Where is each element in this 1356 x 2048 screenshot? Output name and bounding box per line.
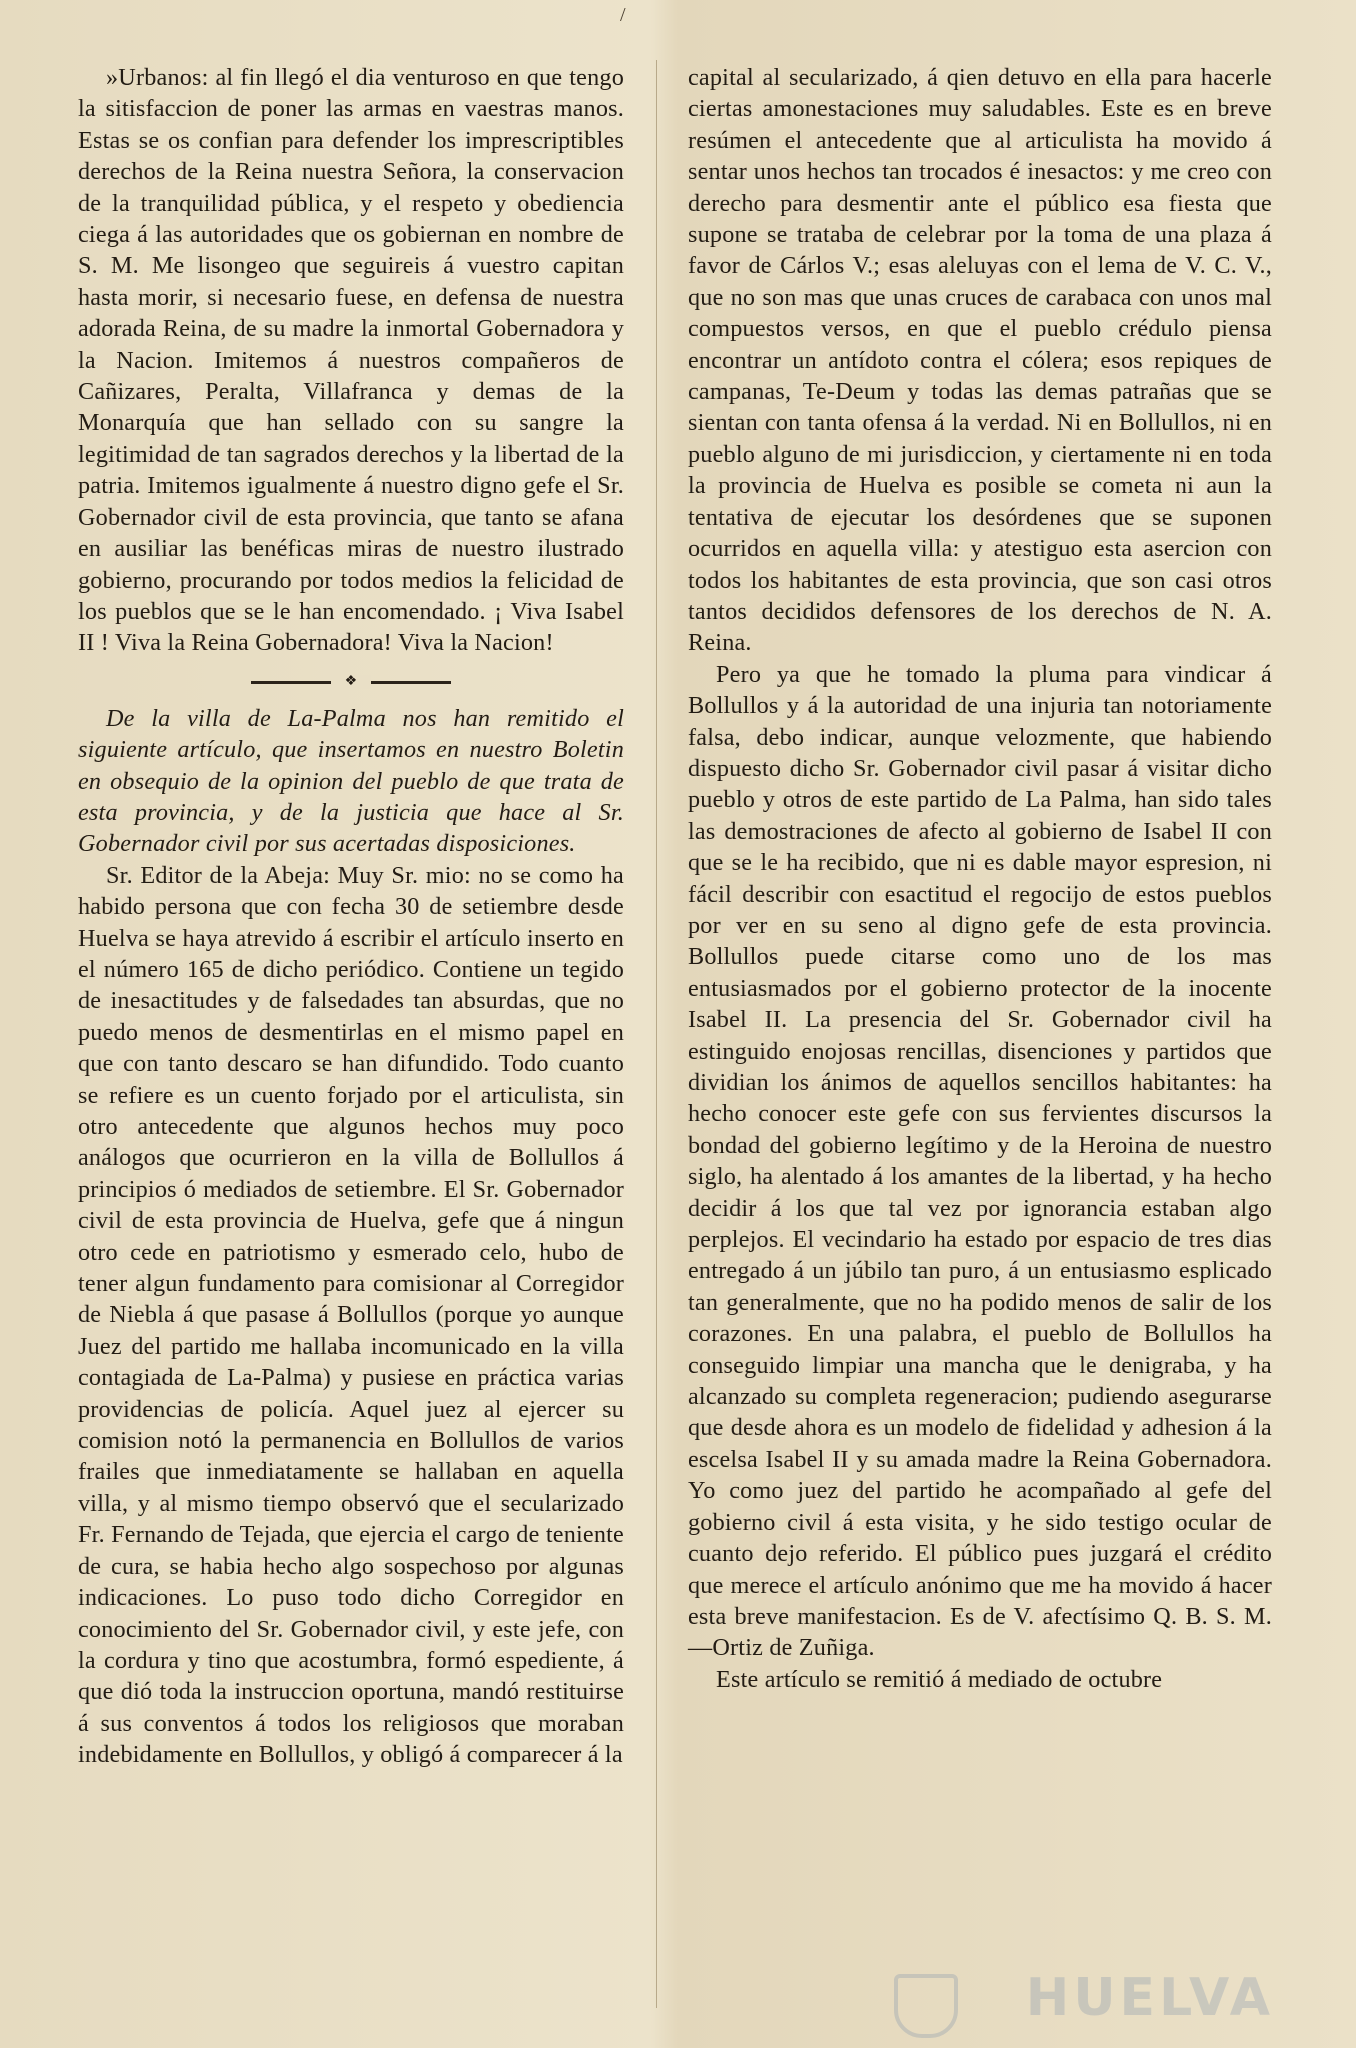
column-rule [656,60,657,2008]
archive-watermark [894,1968,1274,2038]
letter-paragraph-1: Sr. Editor de la Abeja: Muy Sr. mio: no se como ha habido persona que con fecha 30 de setiembre desde Huelva se haya atrevido á escribir el artículo inserto en el número 165 de dicho periódico. Contiene un tegido de inesactitudes y de falsedades tan absurdas, que no puedo menos de desmentirlas en el mismo papel en que con tanto descaro se han difundido. Todo cuanto se refiere es un cuento forjado por el articulista, sin otro antecedente que algunos hechos muy poco análogos que ocurrieron en la villa de Bollullos á principios ó mediados de setiembre. El Sr. Gobernador civil de esta provincia de Huelva, gefe que á ningun otro cede en patriotismo y esmerado celo, hubo de tener algun fundamento para comisionar al Corregidor de Niebla á que pasase á Bollullos (porque yo aunque Juez del partido me hallaba incomunicado en la villa contagiada de La-Palma) y pusiese en práctica varias providencias de policía. Aquel juez al ejercer su comision notó la permanencia en Bollullos de varios frailes que inmediatamente se hallaban en aquella villa, y al mismo tiempo observó que el secularizado Fr. Fernando de Tejada, que ejercia el cargo de teniente de cura, se habia hecho algo sospechoso por algunas indicaciones. Lo puso todo dicho Corregidor en conocimiento del Sr. Gobernador civil, y este jefe, con la cordura y tino que acostumbra, formó espediente, á que dió toda la instruccion oportuna, mandó restituirse á sus conventos á todos los religiosos que moraban indebidamente en Bollullos, y obligó á comparecer á la [78,861,624,1769]
section-divider [251,673,451,691]
left-column [78,62,624,2018]
proclamation-paragraph: »Urbanos: al fin llegó el dia venturoso en que tengo la sitisfaccion de poner las armas en vaestras manos. Estas se os confian para defender los imprescriptibles derechos de la Reina nuestra Señora, la conservacion de la tranquilidad pública, y el respeto y obediencia ciega á las autoridades que os gobiernan en nombre de S. M. Me lisongeo que seguireis á vuestro capitan hasta morir, si necesario fuese, en defensa de nuestra adorada Reina, de su madre la inmortal Gobernadora y la Nacion. Imitemos á nuestros compañeros de Cañizares, Peralta, Villafranca y demas de la Monarquía que han sellado con su sangre la legitimidad de tan sagrados derechos y la libertad de la patria. Imitemos igualmente á nuestro digno gefe el Sr. Gobernador civil de esta provincia, que tanto se afana en ausiliar las benéficas miras de nuestro ilustrado gobierno, procurando por todos medios la felicidad de los pueblos que se le han encomendado. ¡ Viva Isabel II ! Viva la Reina Gobernadora! Viva la Nacion! [78,64,624,657]
letter-paragraph-3: Pero ya que he tomado la pluma para vindicar á Bollullos y á la autoridad de una injuria tan notoriamente falsa, debo indicar, aunque velozmente, que habiendo dispuesto dicho Sr. Gobernador civil pasar á visitar dicho pueblo y otros de este partido de La Palma, han sido tales las demostraciones de afecto al gobierno de Isabel II con que se le ha recibido, que ni es dable mayor espresion, ni fácil describir con esactitud el regocijo de estos pueblos por ver en su seno al digno gefe de esta provincia. Bollullos puede citarse como uno de los mas entusiasmados por el gobierno protector de la inocente Isabel II. La presencia del Sr. Gobernador civil ha estinguido enojosas rencillas, disenciones y partidos que dividian los ánimos de aquellos sencillos habitantes: ha hecho conocer este gefe con sus fervientes discursos la bondad del gobierno legítimo y de la Heroina de nuestro siglo, ha alentado á los amantes de la libertad, y ha hecho decidir á los que tal vez por ignorancia estaban algo perplejos. El vecindario ha estado por espacio de tres dias entregado á un júbilo tan puro, á un entusiasmo esplicado tan generalmente, que no ha podido menos de salir de los corazones. En una palabra, el pueblo de Bollullos ha conseguido limpiar una mancha que le denigraba, y ha alcanzado su completa regeneracion; pudiendo asegurarse que desde ahora es un modelo de fidelidad y adhesion á la escelsa Isabel II y su amada madre la Reina Gobernadora. Yo como juez del partido he acompañado al gefe del gobierno civil á esta visita, y he sido testigo ocular de cuanto dejo referido. El público pues juzgará el crédito que merece el artículo anónimo que me ha movido á hacer esta breve manifestacion. Es de V. afectísimo Q. B. S. M.—Ortiz de Zuñiga. [688,660,1272,1662]
letter-paragraph-2: capital al secularizado, á qien detuvo en ella para hacerle ciertas amonestaciones muy saludables. Este es en breve resúmen el antecedente que al articulista ha movido á sentar unos hechos tan trocados é inesactos: y me creo con derecho para desmentir ante el público esa fiesta que supone se trataba de celebrar por la toma de una plaza á favor de Cárlos V.; esas aleluyas con el lema de V. C. V., que no son mas que unas cruces de carabaca con unos mal compuestos versos, en que el pueblo crédulo piensa encontrar un antídoto contra el cólera; esos repiques de campanas, Te-Deum y todas las demas patrañas que se sientan con tanta ofensa á la verdad. Ni en Bollullos, ni en pueblo alguno de mi jurisdiccion, y ciertamente ni en toda la provincia de Huelva es posible se cometa ni aun la tentativa de ejecutar los desórdenes que se suponen ocurridos en aquella villa: y atestiguo esta asercion con todos los habitantes de esta provincia, que son casi otros tantos decididos defensores de los derechos de N. A. Reina. [688,64,1272,657]
watermark-text: HUELVA [1025,1968,1274,2028]
divider-ornament-icon: ❖ [331,675,371,689]
footer-line: Este artículo se remitió á mediado de octubre [716,1665,1163,1693]
right-column [688,62,1272,2018]
shield-icon [894,1974,958,2038]
article-intro: De la villa de La-Palma nos han remitido el siguiente artículo, que insertamos en nuestro Boletin en obsequio de la opinion del pueblo de que trata de esta provincia, y de la justicia que hace al Sr. Gobernador civil por sus acertadas disposiciones. [78,704,624,858]
page-mark: / [620,4,626,26]
